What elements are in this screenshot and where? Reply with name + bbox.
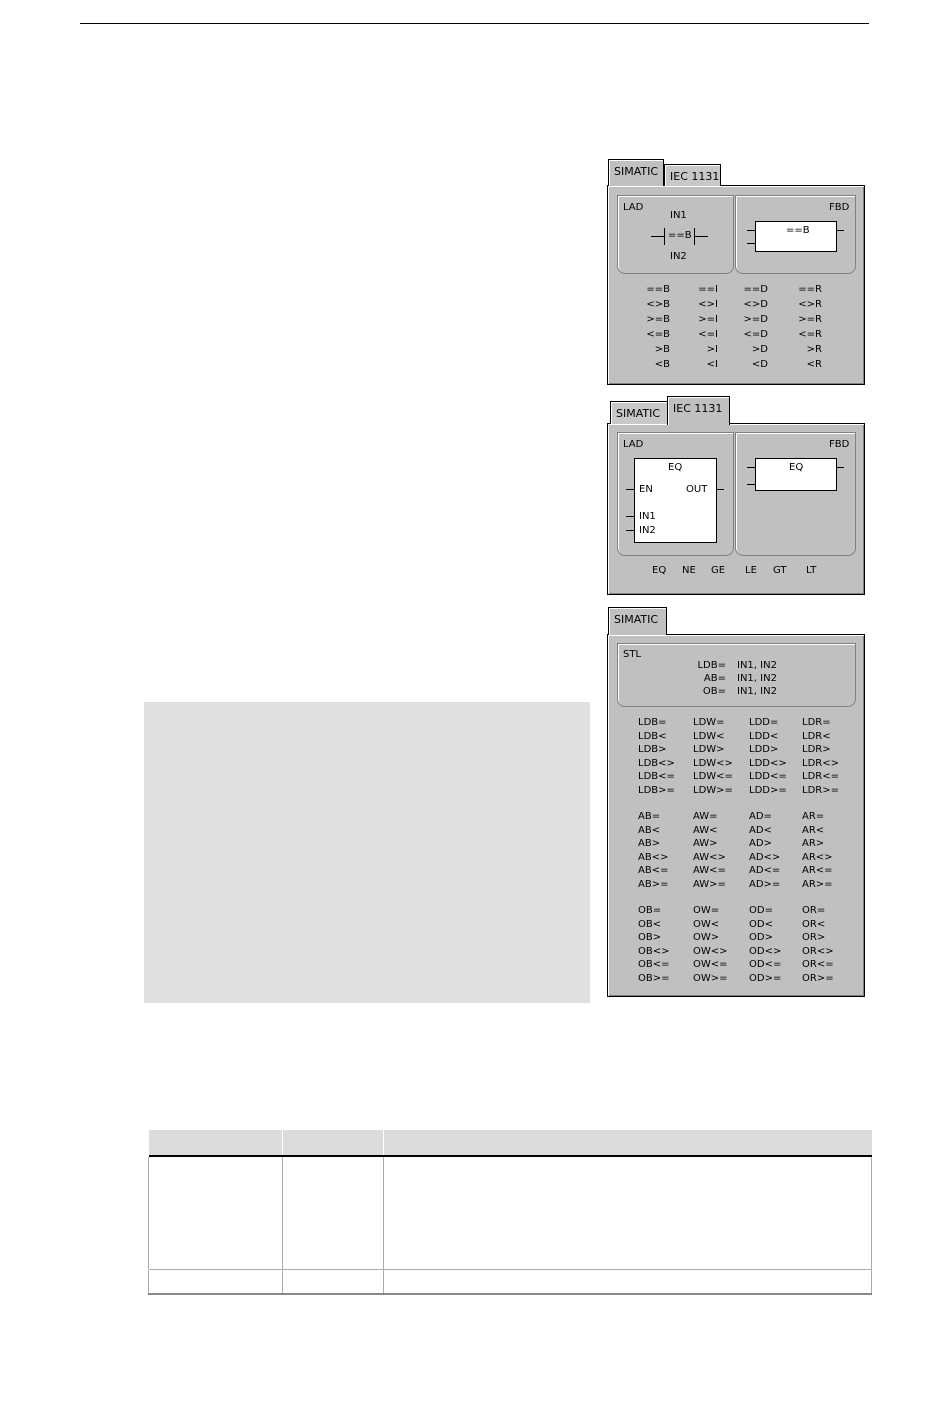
stl-op-item: AB= (638, 811, 661, 822)
stl-op-item: AD<> (749, 851, 781, 863)
iec-in1-label: IN1 (639, 511, 656, 522)
stl-op-item: LDD<> (749, 757, 787, 769)
compare-op-item: >=D (743, 314, 768, 325)
fbd-in2-wire (747, 243, 755, 244)
fbd-out-wire (836, 230, 844, 231)
tab-iec1131[interactable] (664, 164, 721, 186)
stl-op-item: LDD< (749, 730, 779, 742)
compare-op-item: <=D (743, 329, 768, 340)
stl-op-item: OW> (693, 932, 720, 943)
compare-op-item: >B (654, 344, 670, 355)
compare-op-item: <>B (646, 299, 670, 310)
tab-simatic-2-label: SIMATIC (616, 407, 661, 420)
stl-op-item: LDW> (693, 744, 725, 755)
stl-op-item: LDW>= (693, 784, 733, 796)
compare-op-item: <I (706, 359, 718, 370)
table-cell (282, 1270, 383, 1294)
stl-example-args-1: IN1, IN2 (737, 660, 777, 671)
stl-op-item: OW< (693, 918, 720, 930)
compare-op-item: >=R (798, 314, 822, 325)
table-cell (149, 1157, 283, 1269)
table-cell (383, 1157, 872, 1269)
iec-in1-wire (626, 516, 634, 517)
stl-op-item: OB<> (638, 945, 670, 957)
compare-op-item: <>R (798, 299, 822, 310)
compare-op-item: <=B (646, 329, 670, 340)
stl-example-args-3: IN1, IN2 (737, 686, 777, 697)
stl-op-item: OR= (802, 905, 826, 916)
stl-op-item: OD> (749, 932, 773, 943)
table-cell (282, 1157, 383, 1269)
stl-panel-body (607, 634, 865, 997)
stl-op-item: LDD= (749, 717, 779, 728)
tab-iec1131-2-label: IEC 1131 (673, 402, 723, 415)
iec-en-wire (626, 489, 634, 490)
stl-op-item: LDD<= (749, 771, 787, 782)
tab-simatic-3-label: SIMATIC (614, 613, 659, 626)
stl-op-item: LDB< (638, 730, 667, 742)
parameter-table (148, 1130, 872, 1295)
compare-op-item: <B (654, 359, 670, 370)
table-header-cell (282, 1130, 383, 1155)
iec-op-gt: GT (773, 565, 787, 576)
stl-op-item: OB< (638, 918, 662, 930)
fbd-in1-wire (747, 230, 755, 231)
iec-en-label: EN (639, 484, 653, 495)
stl-op-item: OD< (749, 918, 773, 930)
compare-op-item: ==R (798, 284, 822, 295)
stl-op-item: OD<= (749, 959, 782, 970)
iec-fbd-label: FBD (829, 439, 850, 450)
stl-op-item: LDB<= (638, 771, 675, 782)
stl-op-item: LDR>= (802, 784, 839, 796)
stl-example-op-3: OB= (702, 686, 726, 697)
stl-example-op-1: LDB= (697, 660, 726, 671)
stl-op-item: LDD>= (749, 784, 787, 796)
stl-op-item: LDR> (802, 744, 831, 755)
header-rule (80, 23, 869, 24)
compare-ops-grid (638, 282, 848, 372)
simatic-panel-body (607, 185, 865, 385)
stl-op-item: AR= (802, 811, 825, 822)
tab-simatic[interactable] (608, 159, 664, 186)
iec-out-wire (716, 489, 724, 490)
compare-op-item: <D (751, 359, 768, 370)
iec-out-label: OUT (686, 484, 708, 495)
stl-op-item: OR<= (802, 959, 834, 970)
stl-op-item: OW<= (693, 959, 728, 970)
iec-fbd-in2-wire (747, 484, 755, 485)
stl-op-item: LDB<> (638, 757, 675, 769)
stl-op-item: AW>= (693, 878, 726, 890)
stl-op-item: OR> (802, 932, 826, 943)
stl-op-item: AD< (749, 824, 772, 836)
stl-op-item: LDW<= (693, 771, 733, 782)
stl-op-item: LDW= (693, 717, 725, 728)
table-row (149, 1270, 872, 1294)
iec-in2-label: IN2 (639, 525, 656, 536)
stl-op-item: OR<> (802, 945, 834, 957)
stl-op-item: LDR< (802, 730, 831, 742)
compare-op-item: >R (806, 344, 822, 355)
stl-op-item: OD>= (749, 972, 782, 984)
table-row (149, 1157, 872, 1269)
stl-op-item: OD= (749, 905, 773, 916)
note-box (144, 702, 590, 1003)
iec-op-eq: EQ (652, 565, 667, 576)
stl-op-item: AW< (693, 824, 718, 836)
stl-op-item: OB>= (638, 972, 670, 984)
stl-ops-grid (638, 715, 858, 985)
stl-op-item: LDB= (638, 717, 667, 728)
stl-op-item: OW<> (693, 945, 728, 957)
iec-lad-box-title: EQ (668, 462, 683, 473)
stl-op-item: LDW<> (693, 757, 733, 769)
iec-fbd-in1-wire (747, 467, 755, 468)
stl-op-item: AB< (638, 824, 661, 836)
compare-op-item: >=I (698, 314, 718, 325)
iec-op-ge: GE (711, 565, 726, 576)
iec-op-ne: NE (682, 565, 696, 576)
table-header-cell (383, 1130, 872, 1155)
compare-op-item: <>I (698, 299, 718, 310)
stl-op-item: AB<> (638, 851, 669, 863)
lad-contact-left (664, 228, 665, 245)
fbd-label: FBD (829, 202, 850, 213)
lad-left-wire (651, 236, 664, 237)
stl-op-item: AR<> (802, 851, 833, 863)
stl-op-item: OB= (638, 905, 662, 916)
table-header-row (149, 1130, 872, 1155)
tab-simatic-2[interactable] (610, 401, 668, 424)
fbd-compare-box (755, 221, 837, 252)
stl-op-item: OW>= (693, 972, 728, 984)
stl-op-item: AD<= (749, 865, 781, 876)
iec-in2-wire (626, 530, 634, 531)
stl-op-item: AR< (802, 824, 825, 836)
stl-op-item: OR< (802, 918, 826, 930)
stl-op-item: LDB> (638, 744, 667, 755)
iec-fbd-out-wire (836, 467, 844, 468)
stl-op-item: LDB>= (638, 784, 675, 796)
iec-op-le: LE (745, 565, 757, 576)
stl-op-item: OR>= (802, 972, 834, 984)
stl-op-item: AD= (749, 811, 772, 822)
stl-op-item: AW= (693, 811, 718, 822)
lad-op-label: ==B (668, 230, 692, 241)
iec-fbd-section (735, 432, 856, 556)
compare-op-item: ==I (698, 284, 718, 295)
compare-op-item: >D (751, 344, 768, 355)
stl-op-item: LDR<= (802, 771, 839, 782)
iec-lad-label: LAD (623, 439, 644, 450)
stl-op-item: AW> (693, 838, 718, 849)
stl-op-item: LDD> (749, 744, 779, 755)
stl-op-item: AB> (638, 838, 661, 849)
stl-label: STL (623, 649, 642, 660)
stl-op-item: LDR= (802, 717, 831, 728)
tab-iec1131-label: IEC 1131 (670, 170, 720, 183)
table-cell (149, 1270, 283, 1294)
lad-in1-label: IN1 (670, 210, 687, 221)
compare-op-item: <>D (743, 299, 768, 310)
tab-simatic-3[interactable] (608, 607, 667, 635)
compare-op-item: <=I (698, 329, 718, 340)
iec-lad-box (634, 458, 717, 543)
stl-op-item: AB<= (638, 865, 669, 876)
table-cell (383, 1270, 872, 1294)
iec-panel-body (607, 423, 865, 595)
iec-fbd-title: EQ (789, 462, 804, 473)
stl-op-item: AR<= (802, 865, 833, 876)
stl-op-item: AW<> (693, 851, 726, 863)
stl-op-item: LDR<> (802, 757, 839, 769)
iec-op-lt: LT (806, 565, 817, 576)
table-header-cell (149, 1130, 283, 1155)
stl-op-item: AR>= (802, 878, 833, 890)
stl-op-item: OB<= (638, 959, 670, 970)
iec-fbd-box (755, 458, 837, 491)
fbd-op-label: ==B (786, 225, 810, 236)
stl-op-item: AB>= (638, 878, 669, 890)
lad-in2-label: IN2 (670, 251, 687, 262)
compare-op-item: >=B (646, 314, 670, 325)
stl-op-item: LDW< (693, 730, 725, 742)
lad-label: LAD (623, 202, 644, 213)
compare-op-item: >I (706, 344, 718, 355)
compare-op-item: ==B (646, 284, 670, 295)
tab-simatic-label: SIMATIC (614, 165, 659, 178)
stl-example-op-2: AB= (703, 673, 726, 684)
stl-example-args-2: IN1, IN2 (737, 673, 777, 684)
stl-op-item: OW= (693, 905, 720, 916)
lad-right-wire (694, 236, 708, 237)
stl-op-item: AD>= (749, 878, 781, 890)
tab-iec1131-2[interactable] (667, 396, 730, 425)
stl-op-item: AW<= (693, 865, 726, 876)
stl-op-item: OB> (638, 932, 662, 943)
compare-op-item: <=R (798, 329, 822, 340)
compare-op-item: <R (806, 359, 822, 370)
stl-op-item: AD> (749, 838, 772, 849)
stl-op-item: OD<> (749, 945, 782, 957)
compare-op-item: ==D (743, 284, 768, 295)
stl-op-item: AR> (802, 838, 825, 849)
